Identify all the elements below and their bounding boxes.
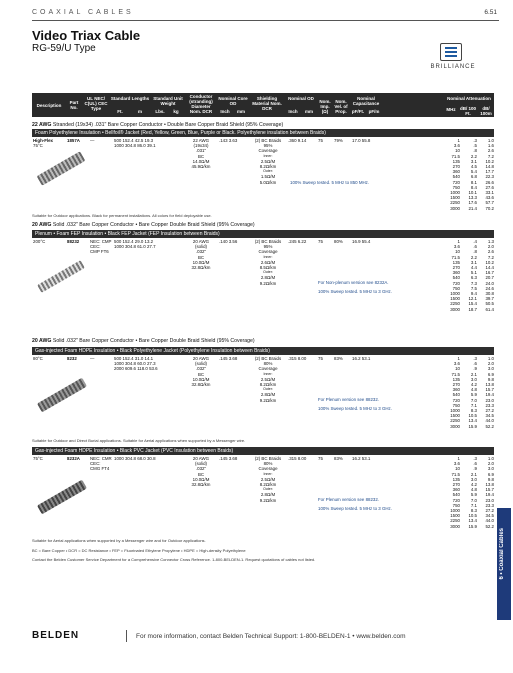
attenuation-cell: 1.0 <box>487 138 494 143</box>
attenuation-cell: .9 <box>473 366 477 372</box>
attenuation-cell: 61.4 <box>485 306 494 312</box>
attenuation-cell: 1.6 <box>487 143 494 149</box>
col-attenuation: Nominal Attenuation <box>447 96 491 101</box>
attenuation-cell: 9.4 <box>470 291 477 297</box>
attenuation-cell: 4.2 <box>470 382 477 388</box>
section-2-cable-image <box>37 260 85 293</box>
attenuation-cell: 70.2 <box>485 205 494 211</box>
attenuation-cell: 52.2 <box>485 523 494 529</box>
attenuation-cell: 14.4 <box>485 265 494 271</box>
attenuation-cell: 27.2 <box>485 408 494 414</box>
section-1-attenuation <box>438 138 494 211</box>
attenuation-cell: 13.4 <box>468 418 477 424</box>
attenuation-cell: 2.0 <box>487 361 494 367</box>
attenuation-cell: 9.8 <box>487 476 494 482</box>
attenuation-cell: 57.7 <box>485 200 494 206</box>
section-2-test: For Non-plenum version see 8232A. 100% Sweep tested. 5 MHz to 3 GHz. <box>318 280 392 295</box>
page-subtitle: RG-59/U Type <box>32 43 96 54</box>
attenuation-cell: 71.5 <box>451 471 460 477</box>
attenuation-cell: 14.8 <box>485 164 494 170</box>
col-unit-weight: Standard Unit Weight <box>153 96 183 106</box>
attenuation-cell: 270 <box>452 265 460 271</box>
attenuation-cell: 540 <box>452 392 460 398</box>
section-2-vel: 80% <box>334 239 343 244</box>
attenuation-cell: .8 <box>473 249 477 255</box>
attenuation-cell: 6.3 <box>470 275 477 281</box>
attenuation-cell: 17.6 <box>468 200 477 206</box>
attenuation-cell: 2.0 <box>487 244 494 250</box>
attenuation-cell: 540 <box>452 492 460 498</box>
section-1-od: .360 9.14 <box>288 138 307 143</box>
col-ft: Ft. <box>117 109 123 114</box>
attenuation-cell: 15.9 <box>468 423 477 429</box>
attenuation-cell: 19.4 <box>485 492 494 498</box>
section-1-gauge-line: 22 AWG Stranded (19x34) .031" Bare Copper Conductor • Double Bare Copper Braid Shield (95% Coverage) <box>32 122 284 128</box>
col-pfm: pF/m <box>368 109 380 114</box>
attenuation-cell: 3000 <box>450 205 460 211</box>
section-4-note: Suitable for Aerial applications when supported by a Messenger wire and for Outdoor applications. <box>32 538 206 543</box>
attenuation-cell: 1500 <box>450 296 460 302</box>
attenuation-cell: 720 <box>452 179 460 185</box>
side-tab[interactable] <box>497 508 511 620</box>
attenuation-cell: 22.3 <box>485 174 494 180</box>
attenuation-cell: 7.1 <box>470 502 477 508</box>
attenuation-cell: 7.2 <box>487 153 494 159</box>
section-3-test: For Plenum version see 88232. 100% Sweep tested. 5 MHz to 3 GHz. <box>318 397 392 412</box>
col-mhz: MHz <box>446 107 456 112</box>
attenuation-cell: .6 <box>473 461 477 467</box>
attenuation-cell: 8.3 <box>470 508 477 514</box>
attenuation-cell: 30.8 <box>485 291 494 297</box>
attenuation-cell: 4.2 <box>470 482 477 488</box>
section-4-core: .145 3.68 <box>219 456 238 461</box>
attenuation-cell: 15.7 <box>485 387 494 393</box>
attenuation-cell: 3.1 <box>470 259 477 265</box>
attenuation-cell: 1 <box>457 356 460 361</box>
attenuation-cell: 10 <box>455 366 460 372</box>
attenuation-cell: 13.3 <box>468 195 477 201</box>
col-db100ft: dB/ 100 Ft. <box>460 106 477 116</box>
attenuation-cell: 39.7 <box>485 296 494 302</box>
section-2-desc: 200°C <box>33 239 46 244</box>
attenuation-cell: 360 <box>452 387 460 393</box>
col-db100m: dB/ 100m <box>480 106 492 116</box>
attenuation-cell: 2.0 <box>487 461 494 467</box>
attenuation-cell: 360 <box>452 169 460 175</box>
section-4-od: .315 8.00 <box>288 456 307 461</box>
section-4-shield: (2) BC Braids 80% Coverage Inner: 2.5Ω/M 8.2Ω/km Outer: 2.8Ω/M 9.2Ω/km <box>254 456 282 503</box>
attenuation-cell: 6.9 <box>487 471 494 477</box>
attenuation-cell: 2250 <box>450 518 460 524</box>
section-1-shield: (2) BC Braids 95% Coverage Inner: 2.5Ω/M 8.2Ω/km Outer: 1.5Ω/M 5.0Ω/km <box>254 138 282 185</box>
attenuation-cell: 540 <box>452 275 460 281</box>
attenuation-cell: 7.3 <box>470 280 477 286</box>
attenuation-cell: 10.1 <box>468 190 477 196</box>
section-4-ul: NEC: CMR CEC: CMG FT4 <box>90 456 112 472</box>
section-2-gauge-line: 20 AWG Solid .032" Bare Copper Conductor • Bare Copper Double Braid Shield (95% Coverage) <box>32 222 255 228</box>
attenuation-cell: 135 <box>452 376 460 382</box>
attenuation-cell: 18.7 <box>468 306 477 312</box>
section-3-ul: — <box>90 356 95 361</box>
attenuation-cell: 10.2 <box>485 158 494 164</box>
section-1-note: Suitable for Outdoor applications. Black for permanent installations. All colors for field deployable use. <box>32 213 212 218</box>
attenuation-cell: 3.0 <box>487 366 494 372</box>
col-core-mm: mm <box>236 109 245 114</box>
col-m: m <box>137 109 142 114</box>
section-2-lengths: 500 152.4 29.0 13.2 1000 304.8 61.0 27.7 <box>114 239 156 250</box>
attenuation-cell: 3.1 <box>470 158 477 164</box>
attenuation-cell: 7.1 <box>470 402 477 408</box>
section-4-vel: 83% <box>334 456 343 461</box>
attenuation-cell: 10.2 <box>485 259 494 265</box>
section-2-od: .245 6.22 <box>288 239 307 244</box>
brilliance-logo-icon <box>440 43 462 61</box>
col-od-mm: mm <box>304 109 313 114</box>
attenuation-cell: 1000 <box>450 408 460 414</box>
col-core-od: Nominal Core OD <box>218 96 248 106</box>
section-1-part: 1857A <box>67 138 80 143</box>
attenuation-cell: 750 <box>452 502 460 508</box>
section-3-note: Suitable for Outdoor and Direct Burial applications. Suitable for Aerial applications when supported by a Messenger wire. <box>32 438 246 443</box>
attenuation-cell: 4.8 <box>470 387 477 393</box>
contact-note: Contact the Belden Customer Service Department for a Comprehensive Connector Cross Reference. 1-800-BELDEN-1. Request quotations of cables not listed. <box>32 557 316 562</box>
section-3-od: .315 8.00 <box>288 356 307 361</box>
attenuation-cell: 13.8 <box>485 482 494 488</box>
attenuation-cell: 135 <box>452 259 460 265</box>
attenuation-cell: 1000 <box>450 190 460 196</box>
attenuation-cell: 1.3 <box>487 239 494 244</box>
attenuation-cell: 4.5 <box>470 164 477 170</box>
footer-info: For more information, contact Belden Technical Support: 1-800-BELDEN-1 • www.belden.com <box>136 633 406 640</box>
attenuation-cell: .9 <box>473 466 477 472</box>
attenuation-cell: .3 <box>473 356 477 361</box>
section-1-conductor: 22 AWG (19x34) .031" BC 14.0Ω/M 45.9Ω/km <box>191 138 211 170</box>
attenuation-cell: 8.1 <box>470 179 477 185</box>
section-4-conductor: 20 AWG (solid) .032" BC 10.0Ω/M 32.8Ω/km <box>191 456 211 488</box>
col-capacitance: Nominal Capacitance <box>352 96 380 106</box>
attenuation-row <box>438 424 494 429</box>
attenuation-cell: 8.4 <box>470 184 477 190</box>
attenuation-cell: 3.0 <box>487 466 494 472</box>
attenuation-cell: 720 <box>452 397 460 403</box>
attenuation-cell: 27.2 <box>485 508 494 514</box>
section-1-vel: 79% <box>334 138 343 143</box>
attenuation-cell: 44.0 <box>485 518 494 524</box>
attenuation-cell: .6 <box>473 244 477 250</box>
attenuation-cell: 1 <box>457 138 460 143</box>
attenuation-cell: 34.5 <box>485 413 494 419</box>
attenuation-cell: 2.2 <box>470 153 477 159</box>
attenuation-cell: 3.6 <box>453 143 460 149</box>
attenuation-cell: 21.4 <box>468 205 477 211</box>
attenuation-cell: 2.6 <box>487 249 494 255</box>
attenuation-cell: 15.9 <box>468 523 477 529</box>
attenuation-cell: 34.5 <box>485 513 494 519</box>
section-2-ul: NEC: CMP CEC: CMP FT6 <box>90 239 112 255</box>
attenuation-cell: 7.5 <box>470 285 477 291</box>
col-imp: Nom. Imp. (Ω) <box>319 99 331 114</box>
attenuation-cell: 720 <box>452 280 460 286</box>
section-3-bar: Gas-injected Foam HDPE Insulation • Black Polyethylene Jacket (Polyethylene Insulation between Braids) <box>32 347 494 355</box>
attenuation-cell: 16.7 <box>485 270 494 276</box>
attenuation-cell: 5.9 <box>470 492 477 498</box>
attenuation-cell: 13.8 <box>485 382 494 388</box>
page-number: 6.51 <box>484 9 497 16</box>
section-3-lengths: 500 152.4 31.0 14.1 1000 304.8 60.0 27.3 2000 609.6 118.0 53.6 <box>114 356 158 372</box>
attenuation-cell: 4.4 <box>470 265 477 271</box>
attenuation-row <box>438 307 494 312</box>
attenuation-cell: 2250 <box>450 418 460 424</box>
attenuation-cell: 135 <box>452 158 460 164</box>
section-3-gauge-line: 20 AWG Solid .032" Bare Copper Conductor • Bare Copper Double Braid Shield (95% Coverage) <box>32 338 255 344</box>
section-1-lengths: 500 152.4 42.5 19.3 1000 304.8 86.0 39.1 <box>114 138 156 149</box>
col-core-inch: Inch <box>220 109 230 114</box>
section-3-cap: 16.2 53.1 <box>352 356 371 361</box>
section-3-attenuation <box>438 356 494 429</box>
attenuation-cell: 4.8 <box>470 487 477 493</box>
attenuation-cell: 540 <box>452 174 460 180</box>
attenuation-cell: 1500 <box>450 413 460 419</box>
section-4-test: For Plenum version see 88232. 100% Sweep tested. 5 MHz to 3 GHz. <box>318 497 392 512</box>
section-3-part: 8232 <box>67 356 77 361</box>
belden-logo: BELDEN <box>32 630 80 641</box>
attenuation-cell: 50.5 <box>485 301 494 307</box>
section-4-attenuation <box>438 456 494 529</box>
section-3-cable-image <box>37 378 87 413</box>
attenuation-cell: 2.6 <box>487 148 494 154</box>
attenuation-cell: 2.2 <box>470 254 477 260</box>
section-3-conductor: 20 AWG (solid) .032" BC 10.0Ω/M 32.8Ω/km <box>191 356 211 388</box>
col-shield: Shielding Material Nom. DCR <box>252 96 282 111</box>
section-2-part: 88232 <box>67 239 80 244</box>
attenuation-cell: 360 <box>452 270 460 276</box>
section-2-bar: Plenum • Foam FEP Insulation • Black FEP Jacket (FEP Insulation between Braids) <box>32 230 494 238</box>
attenuation-cell: 44.0 <box>485 418 494 424</box>
attenuation-row <box>438 206 494 211</box>
attenuation-cell: 1500 <box>450 195 460 201</box>
brilliance-logo <box>416 43 490 87</box>
attenuation-cell: 15.7 <box>485 487 494 493</box>
attenuation-cell: 1 <box>457 239 460 244</box>
section-3-desc: 80°C <box>33 356 43 361</box>
attenuation-cell: 20.7 <box>485 275 494 281</box>
abbreviation-legend: BC = Bare Copper • DCR = DC Resistance • FEP = Fluorinated Ethylene Propylene • HDPE = High-density Polyethylene <box>32 548 246 553</box>
attenuation-cell: 3.0 <box>470 376 477 382</box>
attenuation-cell: 3000 <box>450 306 460 312</box>
section-3-core: .145 3.68 <box>219 356 238 361</box>
attenuation-cell: 27.6 <box>485 184 494 190</box>
attenuation-cell: 26.6 <box>485 179 494 185</box>
section-1-cable-image <box>37 151 86 186</box>
attenuation-cell: 2250 <box>450 301 460 307</box>
attenuation-cell: 2250 <box>450 200 460 206</box>
col-nom-od: Nominal OD <box>288 96 314 101</box>
attenuation-cell: 71.5 <box>451 254 460 260</box>
header-rule <box>32 20 499 21</box>
col-pfft: pF/Ft. <box>351 109 365 114</box>
attenuation-cell: 9.8 <box>487 376 494 382</box>
attenuation-cell: 750 <box>452 184 460 190</box>
section-2-core: .140 3.56 <box>219 239 238 244</box>
section-1-core: .143 3.63 <box>219 138 238 143</box>
attenuation-cell: 750 <box>452 402 460 408</box>
attenuation-cell: 5.1 <box>470 270 477 276</box>
attenuation-cell: 19.4 <box>485 392 494 398</box>
section-1-desc: High-Flex 75°C <box>33 138 54 149</box>
section-4-desc: 75°C <box>33 456 43 461</box>
section-2-shield: (2) BC Braids 95% Coverage Inner: 2.6Ω/M 8.5Ω/km Outer: 2.8Ω/M 9.2Ω/km <box>254 239 282 286</box>
section-2-conductor: 20 AWG (solid) .032" BC 10.0Ω/M 32.8Ω/km <box>191 239 211 271</box>
section-3-shield: (2) BC Braids 80% Coverage Inner: 2.5Ω/M 8.2Ω/km Outer: 2.8Ω/M 9.2Ω/km <box>254 356 282 403</box>
attenuation-cell: 1000 <box>450 508 460 514</box>
attenuation-cell: 10 <box>455 249 460 255</box>
attenuation-cell: 17.7 <box>485 169 494 175</box>
attenuation-cell: 23.3 <box>485 502 494 508</box>
attenuation-cell: .4 <box>473 239 477 244</box>
attenuation-cell: 6.9 <box>487 371 494 377</box>
section-4-lengths: 1000 304.8 68.0 30.8 <box>114 456 156 461</box>
attenuation-cell: 3000 <box>450 423 460 429</box>
attenuation-cell: 270 <box>452 482 460 488</box>
attenuation-cell: 2.1 <box>470 371 477 377</box>
section-header: COAXIAL CABLES <box>32 9 134 16</box>
attenuation-cell: 10.5 <box>468 513 477 519</box>
attenuation-cell: .8 <box>473 148 477 154</box>
attenuation-cell: 33.1 <box>485 190 494 196</box>
col-vel: Nom. Vel. of Prop. <box>334 99 348 114</box>
attenuation-cell: 135 <box>452 476 460 482</box>
attenuation-cell: 12.1 <box>468 296 477 302</box>
section-1-ul: — <box>90 138 95 143</box>
attenuation-cell: 5.4 <box>470 169 477 175</box>
table-header <box>32 93 494 117</box>
col-description: Description <box>36 103 62 108</box>
attenuation-cell: 270 <box>452 382 460 388</box>
attenuation-cell: 1 <box>457 456 460 461</box>
attenuation-cell: 3000 <box>450 523 460 529</box>
attenuation-cell: 7.2 <box>487 254 494 260</box>
section-4-cap: 16.2 53.1 <box>352 456 371 461</box>
attenuation-cell: .5 <box>473 143 477 149</box>
section-3-vel: 83% <box>334 356 343 361</box>
attenuation-cell: 24.0 <box>485 280 494 286</box>
attenuation-cell: 3.6 <box>453 461 460 467</box>
brilliance-logo-text: BRILLIANCE <box>430 64 476 70</box>
attenuation-cell: 7.0 <box>470 497 477 503</box>
col-kg: kg <box>173 109 179 114</box>
attenuation-cell: 23.0 <box>485 397 494 403</box>
attenuation-cell: .3 <box>473 456 477 461</box>
attenuation-cell: 24.6 <box>485 285 494 291</box>
attenuation-cell: 3.6 <box>453 244 460 250</box>
attenuation-cell: 3.0 <box>470 476 477 482</box>
attenuation-cell: 15.4 <box>468 301 477 307</box>
attenuation-cell: 1.0 <box>487 456 494 461</box>
section-1-cap: 17.0 55.8 <box>352 138 371 143</box>
attenuation-cell: 10 <box>455 148 460 154</box>
attenuation-cell: 23.0 <box>485 497 494 503</box>
col-ul: UL NEC/ C(UL) CEC Type <box>84 96 108 111</box>
attenuation-cell: 1.0 <box>487 356 494 361</box>
col-lbs: Lbs. <box>155 109 165 114</box>
attenuation-cell: 3.6 <box>453 361 460 367</box>
page-title: Video Triax Cable <box>32 28 141 43</box>
side-tab-label: 6 • Coaxial Cables <box>499 528 505 580</box>
attenuation-cell: 750 <box>452 285 460 291</box>
attenuation-cell: 13.4 <box>468 518 477 524</box>
attenuation-cell: 71.5 <box>451 153 460 159</box>
attenuation-cell: .3 <box>473 138 477 143</box>
attenuation-cell: 360 <box>452 487 460 493</box>
attenuation-cell: 8.3 <box>470 408 477 414</box>
attenuation-cell: 7.0 <box>470 397 477 403</box>
col-part-no: Part No. <box>69 100 79 110</box>
col-od-inch: Inch <box>288 109 298 114</box>
section-1-imp: 75 <box>318 138 323 143</box>
attenuation-cell: 1500 <box>450 513 460 519</box>
section-2-imp: 75 <box>318 239 323 244</box>
attenuation-cell: 10 <box>455 466 460 472</box>
attenuation-cell: 52.2 <box>485 423 494 429</box>
section-4-cable-image <box>37 480 87 515</box>
section-4-part: 8232A <box>67 456 80 461</box>
col-std-lengths: Standard Lengths <box>110 96 150 101</box>
section-2-cap: 16.9 55.4 <box>352 239 371 244</box>
section-2-attenuation <box>438 239 494 312</box>
attenuation-cell: 1000 <box>450 291 460 297</box>
attenuation-row <box>438 524 494 529</box>
attenuation-cell: 43.6 <box>485 195 494 201</box>
section-1-bar: Foam Polyethylene Insulation • Bellfoil® Jacket (Red, Yellow, Green, Blue, Purple or Black. Polyethylene insulation between Braids) <box>32 129 494 137</box>
attenuation-cell: 5.9 <box>470 392 477 398</box>
attenuation-cell: 720 <box>452 497 460 503</box>
section-1-test: 100% Sweep tested. 5 MHz to 850 MHz. <box>290 180 370 185</box>
attenuation-cell: 270 <box>452 164 460 170</box>
section-3-imp: 75 <box>318 356 323 361</box>
attenuation-cell: 71.5 <box>451 371 460 377</box>
col-conductor: Conductor (stranding) Diameter Nom. DCR <box>189 94 213 114</box>
section-4-imp: 75 <box>318 456 323 461</box>
attenuation-cell: 10.5 <box>468 413 477 419</box>
footer-divider <box>126 630 127 642</box>
attenuation-cell: 2.1 <box>470 471 477 477</box>
section-4-bar: Gas-injected Foam HDPE Insulation • Black PVC Jacket (PVC Insulation between Braids) <box>32 447 494 455</box>
attenuation-cell: 6.8 <box>470 174 477 180</box>
attenuation-cell: .6 <box>473 361 477 367</box>
attenuation-cell: 23.3 <box>485 402 494 408</box>
